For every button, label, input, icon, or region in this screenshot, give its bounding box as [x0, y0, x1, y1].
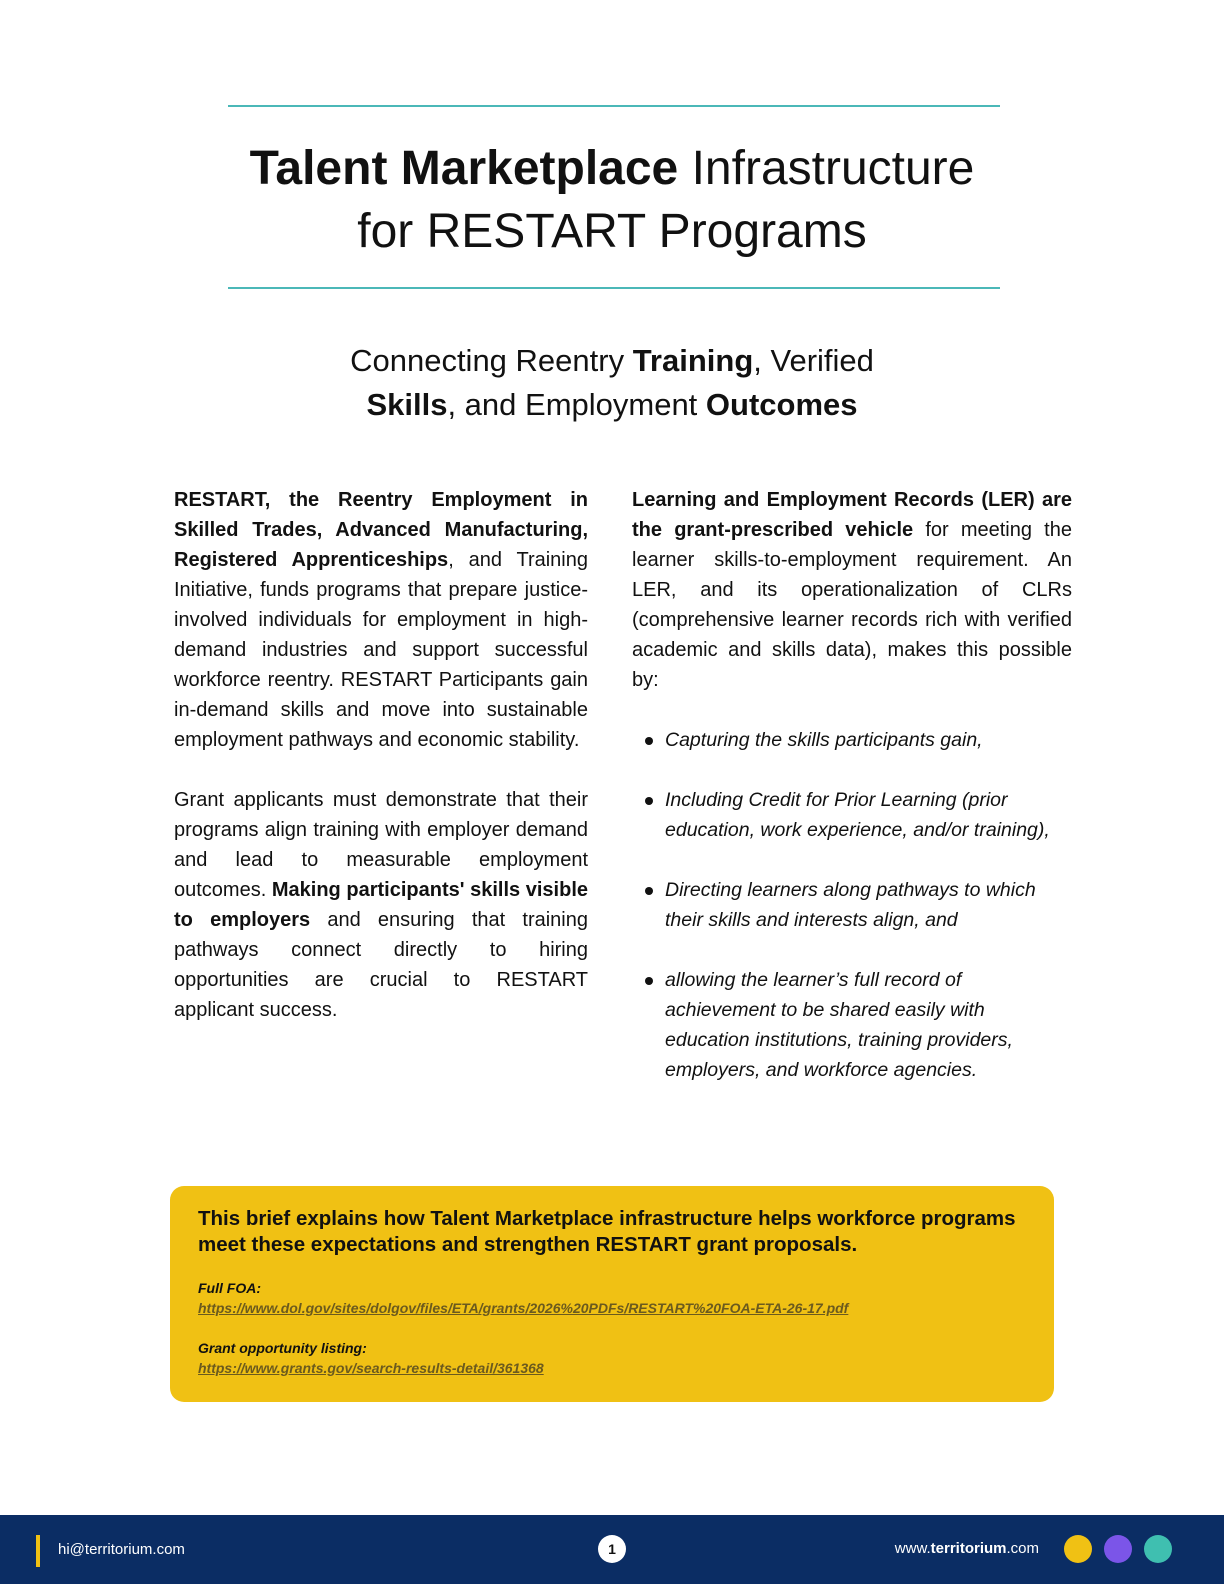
- footer-accent-bar: [36, 1535, 40, 1567]
- foa-link[interactable]: https://www.dol.gov/sites/dolgov/files/ETA/grants/2026%20PDFs/RESTART%20FOA-ETA-26-17.pdf: [198, 1300, 849, 1316]
- grant-applicants-end: and ensuring that training pathways connect directly to hiring opportunities are crucial to RESTART applicant success.: [174, 909, 588, 1021]
- teal-dot-icon: [1144, 1535, 1172, 1563]
- ler-intro-rest: for meeting the learner skills-to-employment requirement. An LER, and its operationalization of CLRs (comprehensive learner records rich with verified academic and skills data), makes this possible by:: [632, 519, 1072, 691]
- title-bold: Talent Marketplace: [249, 142, 679, 195]
- purple-dot-icon: [1104, 1535, 1132, 1563]
- subtitle: [200, 339, 1024, 427]
- page-title: [150, 137, 1074, 263]
- top-divider: [228, 105, 1000, 107]
- footer-email[interactable]: hi@territorium.com: [58, 1541, 185, 1558]
- callout-lead: This brief explains how Talent Marketplace infrastructure helps workforce programs meet these expectations and strengthen RESTART grant proposals.: [198, 1207, 1016, 1256]
- site-prefix: www.: [894, 1540, 931, 1557]
- subtitle-bold-training: Training: [632, 343, 754, 378]
- grant-applicants-start: Grant applicants must demonstrate that their programs align training with employer demand and lead to measurable employment outcomes.: [174, 789, 588, 901]
- site-name: territorium: [930, 1540, 1007, 1557]
- grant-applicants-paragraph: [174, 785, 588, 1025]
- subtitle-part3: , and Employment: [447, 387, 706, 422]
- subtitle-bold-skills: Skills: [366, 387, 448, 422]
- foa-label: Full FOA:: [198, 1280, 261, 1296]
- yellow-dot-icon: [1064, 1535, 1092, 1563]
- restart-intro-bold: RESTART, the Reentry Employment in Skilled Trades, Advanced Manufacturing, Registered Apprenticeships: [174, 489, 588, 571]
- site-suffix: .com: [1006, 1540, 1039, 1557]
- left-column: [174, 485, 588, 1025]
- title-line2: for RESTART Programs: [357, 205, 867, 258]
- list-item: allowing the learner’s full record of achievement to be shared easily with education institutions, training providers, employers, and workforce agencies.: [632, 965, 1072, 1085]
- page-number: 1: [598, 1535, 626, 1563]
- footer: [0, 1515, 1224, 1584]
- listing-link[interactable]: https://www.grants.gov/search-results-detail/361368: [198, 1360, 544, 1376]
- grant-applicants-bold: Making participants' skills visible to employers: [174, 879, 588, 931]
- ler-benefits-list: [632, 725, 1072, 1085]
- subtitle-part1: Connecting Reentry: [350, 343, 633, 378]
- subtitle-bold-outcomes: Outcomes: [705, 387, 858, 422]
- bottom-divider: [228, 287, 1000, 289]
- footer-website[interactable]: [895, 1538, 1039, 1560]
- ler-intro-paragraph: [632, 485, 1072, 695]
- list-item: Capturing the skills participants gain,: [632, 725, 1072, 755]
- listing-label: Grant opportunity listing:: [198, 1340, 367, 1356]
- restart-intro-paragraph: [174, 485, 588, 755]
- subtitle-part2: , Verified: [753, 343, 874, 378]
- ler-intro-bold: Learning and Employment Records (LER) are the grant-prescribed vehicle: [632, 489, 1072, 541]
- callout-box: [170, 1186, 1054, 1402]
- list-item: Directing learners along pathways to which their skills and interests align, and: [632, 875, 1072, 935]
- right-column: [632, 485, 1072, 1115]
- list-item: Including Credit for Prior Learning (prior education, work experience, and/or training),: [632, 785, 1072, 845]
- title-rest: Infrastructure: [678, 142, 975, 195]
- restart-intro-rest: , and Training Initiative, funds programs that prepare justice-involved individuals for employment in high-demand industries and support successful workforce reentry. RESTART Participants gain in-demand skills and move into sustainable employment pathways and economic stability.: [174, 549, 588, 751]
